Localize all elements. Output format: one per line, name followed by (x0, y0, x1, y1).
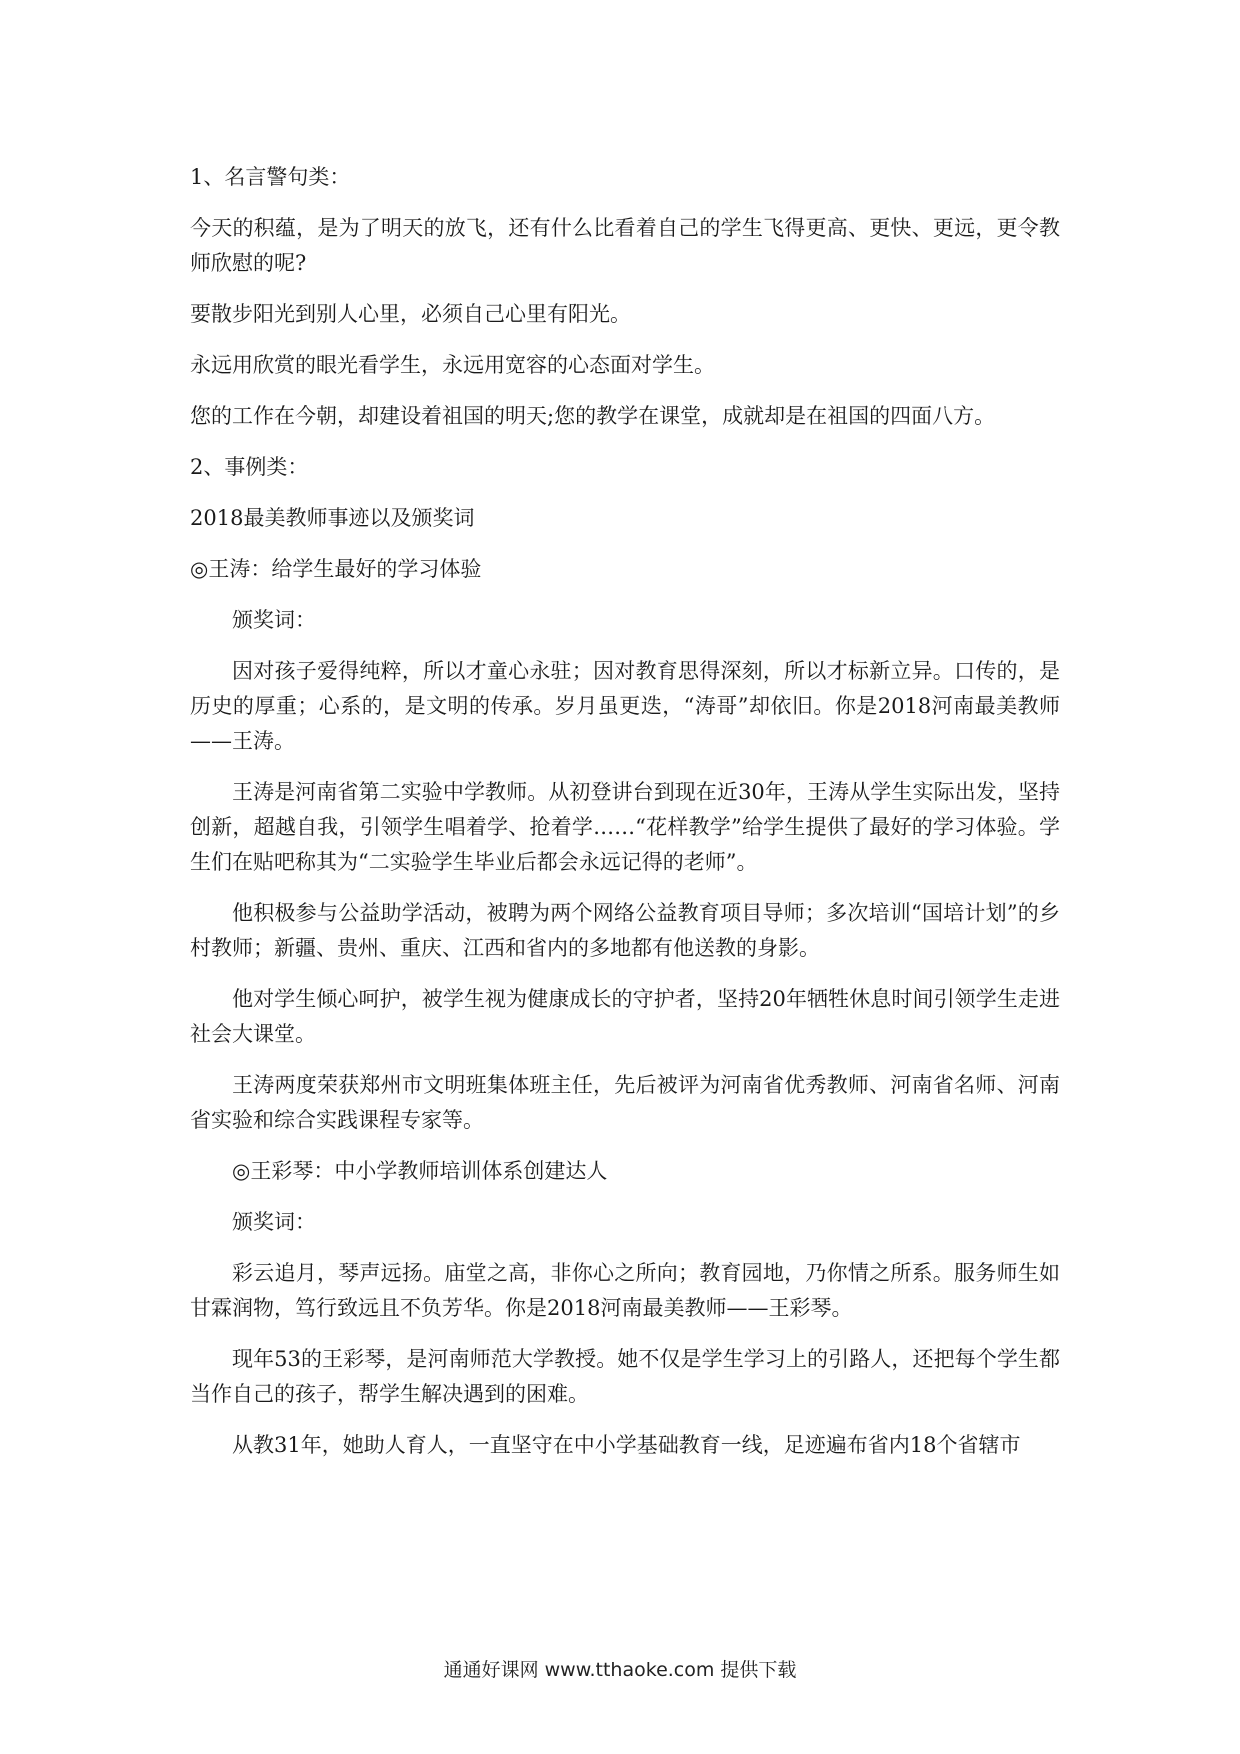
award-speech-label-1: 颁奖词： (232, 608, 316, 632)
heading-quotes: 1、名言警句类： (190, 165, 351, 189)
quote-1: 今天的积蕴，是为了明天的放飞，还有什么比看着自己的学生飞得更高、更快、更远，更令教师欣慰的呢? (190, 216, 1060, 275)
teacher-1-paragraph-3: 他对学生倾心呵护，被学生视为健康成长的守护者，坚持20年牺牲休息时间引领学生走进社会大课堂。 (190, 987, 1060, 1046)
document-body (190, 160, 1060, 1479)
teacher-1-paragraph-1: 王涛是河南省第二实验中学教师。从初登讲台到现在近30年，王涛从学生实际出发，坚持创新，超越自我，引领学生唱着学、抢着学……“花样教学”给学生提供了最好的学习体验。学生们在贴吧称其为“二实验学生毕业后都会永远记得的老师”。 (190, 780, 1060, 874)
award-speech-label-2: 颁奖词： (232, 1210, 316, 1234)
teacher-2-title: ◎王彩琴：中小学教师培训体系创建达人 (232, 1159, 608, 1183)
quote-2: 要散步阳光到别人心里，必须自己心里有阳光。 (190, 302, 631, 326)
heading-examples: 2、事例类： (190, 455, 309, 479)
award-speech-2: 彩云追月，琴声远扬。庙堂之高，非你心之所向；教育园地，乃你情之所系。服务师生如甘霖润物，笃行致远且不负芳华。你是2018河南最美教师——王彩琴。 (190, 1261, 1060, 1320)
teacher-2-paragraph-2: 从教31年，她助人育人，一直坚守在中小学基础教育一线，足迹遍布省内18个省辖市 (232, 1433, 1021, 1457)
section-title: 2018最美教师事迹以及颁奖词 (190, 506, 475, 530)
award-speech-1: 因对孩子爱得纯粹，所以才童心永驻；因对教育思得深刻，所以才标新立异。口传的，是历史的厚重；心系的，是文明的传承。岁月虽更迭，“涛哥”却依旧。你是2018河南最美教师——王涛。 (190, 659, 1060, 753)
page-footer: 通通好课网 www.tthaoke.com 提供下载 (443, 1659, 797, 1681)
teacher-1-title: ◎王涛：给学生最好的学习体验 (190, 557, 482, 581)
teacher-2-paragraph-1: 现年53的王彩琴，是河南师范大学教授。她不仅是学生学习上的引路人，还把每个学生都当作自己的孩子，帮学生解决遇到的困难。 (190, 1347, 1060, 1406)
teacher-1-paragraph-4: 王涛两度荣获郑州市文明班集体班主任，先后被评为河南省优秀教师、河南省名师、河南省实验和综合实践课程专家等。 (190, 1073, 1060, 1132)
quote-4: 您的工作在今朝，却建设着祖国的明天;您的教学在课堂，成就却是在祖国的四面八方。 (190, 404, 996, 428)
teacher-1-paragraph-2: 他积极参与公益助学活动，被聘为两个网络公益教育项目导师；多次培训“国培计划”的乡村教师；新疆、贵州、重庆、江西和省内的多地都有他送教的身影。 (190, 901, 1060, 960)
quote-3: 永远用欣赏的眼光看学生，永远用宽容的心态面对学生。 (190, 353, 715, 377)
